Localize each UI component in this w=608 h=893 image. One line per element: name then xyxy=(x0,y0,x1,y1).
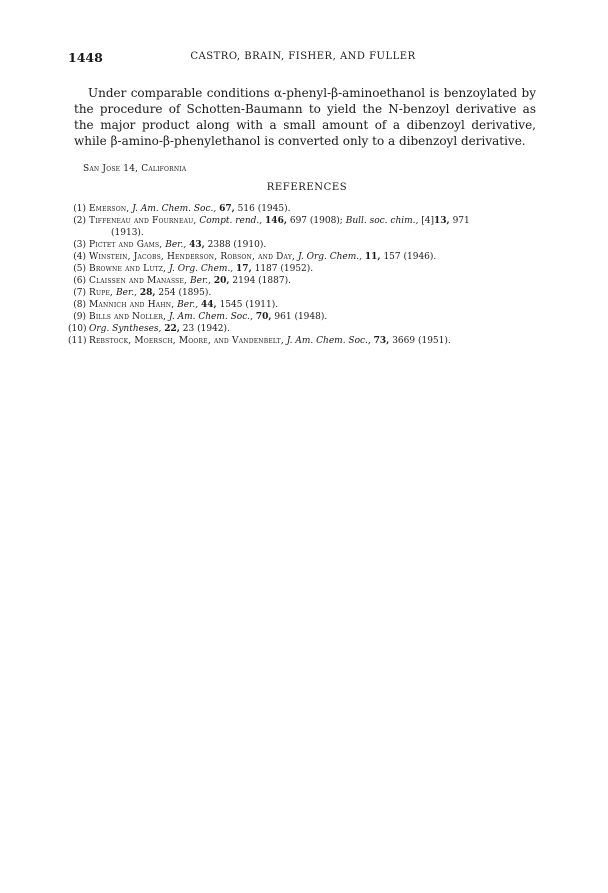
reference-volume: 22, xyxy=(164,324,180,334)
reference-volume: 43, xyxy=(189,240,205,250)
reference-authors: Bills and Noller, xyxy=(89,312,167,322)
reference-authors: Tiffeneau and Fourneau, xyxy=(89,216,197,226)
references-title: REFERENCES xyxy=(266,182,348,193)
reference-volume: 67, xyxy=(219,204,235,214)
reference-volume: 28, xyxy=(139,288,156,298)
reference-journal-2: Bull. soc. chim., xyxy=(345,216,419,226)
reference-series-2: [4] xyxy=(421,216,435,226)
reference-authors: Mannich and Hahn, xyxy=(89,300,175,310)
page-number: 1448 xyxy=(68,50,103,65)
body-paragraph: Under comparable conditions α-phenyl-β-aminoethanol is benzoylated by the procedure of Schotten-Baumann to yield the N-benzoyl derivative as the major product along with a small amount of a dibenzoyl derivative, while β-amino-β-phenylethanol is converted only to a dibenzoyl derivative. xyxy=(74,86,536,148)
reference-volume: 146, xyxy=(265,216,287,226)
reference-authors: Rebstock, Moersch, Moore, and Vandenbelt, xyxy=(89,336,284,346)
reference-authors: Claissen and Manasse, xyxy=(89,276,188,286)
reference-item xyxy=(68,215,548,239)
reference-item xyxy=(68,203,548,215)
reference-volume: 70, xyxy=(255,312,272,322)
reference-journal: Compt. rend., xyxy=(199,216,263,226)
reference-number: (8) xyxy=(73,300,86,310)
reference-number: (2) xyxy=(73,216,86,226)
reference-journal: J. Am. Chem. Soc., xyxy=(132,204,217,214)
reference-number: (7) xyxy=(73,288,86,298)
reference-pages-year: 1545 (1911). xyxy=(219,300,279,310)
reference-journal: Ber., xyxy=(165,240,187,250)
reference-item xyxy=(68,239,548,251)
reference-journal: Org. Syntheses, xyxy=(89,324,162,334)
reference-number: (4) xyxy=(73,252,86,262)
reference-pages-year: 1187 (1952). xyxy=(254,264,314,274)
reference-pages-year: 23 (1942). xyxy=(182,324,230,334)
reference-authors: Pictet and Gams, xyxy=(89,240,163,250)
reference-journal: J. Am. Chem. Soc., xyxy=(168,312,253,322)
reference-item xyxy=(68,251,548,263)
reference-journal: J. Am. Chem. Soc., xyxy=(286,336,371,346)
reference-item xyxy=(68,311,548,323)
reference-number: (11) xyxy=(68,336,87,346)
reference-pages-year: 157 (1946). xyxy=(383,252,437,262)
references-list xyxy=(68,203,548,347)
reference-continuation: (1913). xyxy=(111,228,144,238)
reference-number: (3) xyxy=(73,240,86,250)
page-header xyxy=(68,50,538,66)
reference-authors: Emerson, xyxy=(89,204,130,214)
reference-number: (9) xyxy=(73,312,86,322)
reference-number: (5) xyxy=(73,264,86,274)
reference-pages-year: 961 (1948). xyxy=(274,312,328,322)
reference-pages-year: 516 (1945). xyxy=(237,204,291,214)
reference-pages-year: 3669 (1951). xyxy=(392,336,451,346)
reference-pages-year: 697 (1908); xyxy=(289,216,343,226)
reference-pages-year: 254 (1895). xyxy=(158,288,212,298)
reference-item xyxy=(68,299,548,311)
reference-volume: 11, xyxy=(364,252,381,262)
reference-number: (1) xyxy=(73,204,86,214)
reference-number: (6) xyxy=(73,276,86,286)
reference-journal: J. Org. Chem., xyxy=(297,252,363,262)
author-location: San Jose 14, California xyxy=(83,164,187,174)
reference-authors: Rupe, xyxy=(89,288,114,298)
reference-journal: Ber., xyxy=(116,288,137,298)
reference-number: (10) xyxy=(68,324,87,334)
reference-item xyxy=(68,335,548,347)
reference-journal: Ber., xyxy=(177,300,199,310)
reference-volume: 73, xyxy=(373,336,390,346)
reference-volume-2: 13, xyxy=(434,216,450,226)
reference-authors: Winstein, Jacobs, Henderson, Robson, and Day, xyxy=(89,252,296,262)
reference-pages-year: 2194 (1887). xyxy=(232,276,291,286)
reference-journal: Ber., xyxy=(190,276,211,286)
reference-authors: Browne and Lutz, xyxy=(89,264,167,274)
reference-pages-2: 971 xyxy=(452,216,470,226)
reference-volume: 20, xyxy=(213,276,230,286)
reference-item xyxy=(68,323,548,335)
reference-volume: 17, xyxy=(236,264,252,274)
reference-journal: J. Org. Chem., xyxy=(169,264,234,274)
reference-item xyxy=(68,287,548,299)
reference-item xyxy=(68,263,548,275)
running-head: CASTRO, BRAIN, FISHER, AND FULLER xyxy=(190,51,416,62)
reference-pages-year: 2388 (1910). xyxy=(207,240,267,250)
reference-volume: 44, xyxy=(201,300,217,310)
reference-item xyxy=(68,275,548,287)
